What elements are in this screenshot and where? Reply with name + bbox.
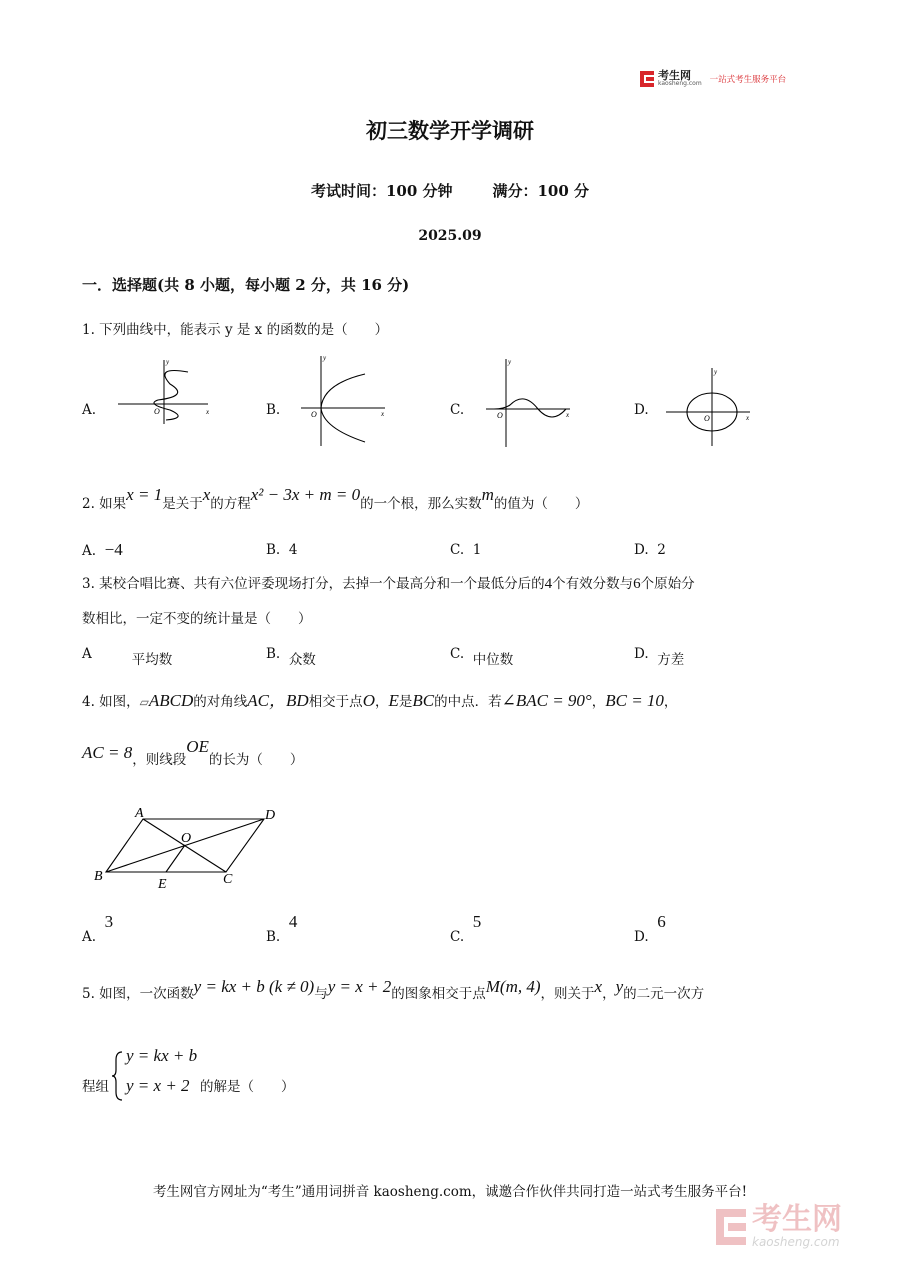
exam-info (0, 180, 900, 201)
q1a-axis-x: x (206, 408, 210, 416)
q2-m: m (481, 485, 494, 504)
footer-text: 考生网官方网址为“考生”通用词拼音 kaosheng.com，诚邀合作伙伴共同打造一站式考生服务平台! (152, 1184, 748, 1200)
q1d-axis-x: x (746, 414, 750, 422)
q4-figure-parallelogram (88, 802, 288, 894)
logo-name: 考生网 (658, 69, 691, 82)
logo-url: kaosheng.com (658, 80, 702, 87)
q5-sys2: y = x + 2 (126, 1076, 190, 1095)
q1b-axis-y: y (323, 354, 327, 362)
watermark-logo-icon (716, 1209, 746, 1245)
exam-date: 2025.09 (418, 228, 482, 244)
brand-logo-icon (640, 71, 654, 87)
q4-label-d: D (265, 808, 276, 823)
watermark-url: kaosheng.com (752, 1235, 840, 1249)
q1c-axis-y: y (508, 358, 512, 366)
q3-option-d: D. 方差 (634, 646, 685, 668)
q4-line2: AC = 8，则线段OE的长为（ ） (82, 737, 304, 768)
watermark (716, 1202, 842, 1249)
q5-line1: 5. 如图，一次函数y = kx + b (k ≠ 0)与y = x + 2的图象相交于点M(m, 4)，则关于x，y的二元一次方 (82, 977, 705, 1002)
q3-option-a: A 平均数 (82, 646, 173, 668)
q2-option-a: A. −4 (82, 540, 123, 559)
q4-label-e: E (158, 877, 167, 892)
section-title: 一．选择题(共 8 小题，每小题 2 分，共 16 分) (82, 276, 410, 294)
q2-t1: 是关于 (162, 496, 203, 512)
exam-time: 考试时间：100 分钟 (310, 182, 453, 200)
q1a-origin: O (154, 407, 160, 416)
q2-option-c: C. 1 (450, 542, 482, 558)
q1-option-d: D. (634, 402, 649, 418)
q5-brace (112, 1050, 124, 1102)
q1-graph-a (110, 352, 215, 427)
q2-t3: 的一个根，那么实数 (360, 496, 482, 512)
q1c-origin: O (497, 411, 503, 420)
q4-line1: 4. 如图，▱ABCD的对角线AC，BD相交于点O，E是BC的中点．若∠BAC = 90°，BC = 10， (82, 691, 678, 710)
q5-sys1: y = kx + b (126, 1046, 198, 1065)
q3-option-c: C. 中位数 (450, 646, 514, 668)
q4-option-c: C. 5 (450, 912, 482, 945)
q1-graph-b (295, 350, 395, 450)
q1d-axis-y: y (714, 368, 718, 376)
page-title: 初三数学开学调研 (366, 119, 534, 143)
q1-graph-d (662, 364, 757, 449)
q1-graph-c (482, 355, 577, 450)
q1b-axis-x: x (381, 410, 385, 418)
q4-option-d: D. 6 (634, 912, 666, 945)
q2-option-d: D. 2 (634, 542, 666, 558)
q4-option-b: B. 4 (266, 912, 298, 945)
q3-line1: 3. 某校合唱比赛、共有六位评委现场打分，去掉一个最高分和一个最低分后的4个有效分数与6个原始分 (82, 576, 695, 592)
q2-eq1: x = 1 (126, 485, 163, 504)
watermark-name: 考生网 (752, 1202, 842, 1237)
q3-line2: 数相比，一定不变的统计量是（ ） (82, 611, 312, 627)
q2-num: 2. 如果 (82, 496, 127, 512)
q4-label-b: B (94, 869, 103, 884)
q2-eq2: x² − 3x + m = 0 (250, 485, 361, 504)
q5-t6: 的解是（ ） (200, 1079, 295, 1095)
q4-label-c: C (223, 872, 233, 887)
q4-option-a: A. 3 (82, 912, 114, 945)
q2-t4: 的值为（ ） (493, 496, 589, 512)
q2-var: x (202, 485, 211, 504)
q1a-axis-y: y (166, 358, 170, 366)
q1-option-a: A. (82, 402, 97, 418)
logo-slogan: 一站式考生服务平台 (709, 74, 787, 85)
q2-t2: 的方程 (210, 496, 251, 512)
exam-score: 满分：100 分 (492, 182, 590, 200)
q1c-axis-x: x (566, 411, 570, 419)
q2-stem (82, 485, 589, 519)
q4-label-o: O (181, 831, 192, 846)
q1-stem: 1. 下列曲线中，能表示 y 是 x 的函数的是（ ） (82, 322, 389, 338)
q2-option-b: B. 4 (266, 542, 298, 558)
q1d-origin: O (704, 414, 710, 423)
q1b-origin: O (311, 410, 317, 419)
q1-option-b: B. (266, 402, 281, 418)
q3-option-b: B. 众数 (266, 646, 316, 668)
brand-logo (640, 70, 786, 87)
q4-label-a: A (135, 806, 144, 821)
q5-t5: 程组 (82, 1079, 109, 1095)
q1-option-c: C. (450, 402, 465, 418)
